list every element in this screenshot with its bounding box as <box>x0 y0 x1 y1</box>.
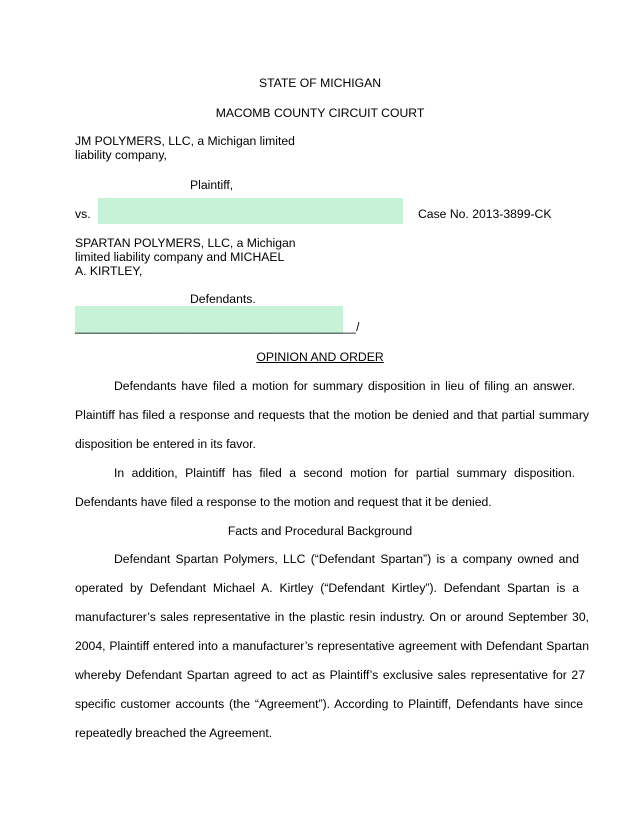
versus-label: vs. <box>75 207 91 221</box>
body-line: 2004, Plaintiff entered into a manufacturer’s representative agreement with Defendant Spartan <box>75 639 589 653</box>
body-line: specific customer accounts (the “Agreement”). According to Plaintiff, Defendants have since <box>75 697 583 711</box>
body-line: Defendant Spartan Polymers, LLC (“Defendant Spartan”) is a company owned and <box>114 552 579 566</box>
plaintiff-role: Plaintiff, <box>190 178 234 192</box>
signature-line: ________________________________________/ <box>75 320 360 334</box>
defendant-role: Defendants. <box>190 292 256 306</box>
body-line: disposition be entered in its favor. <box>75 437 256 451</box>
defendant-name-line1: SPARTAN POLYMERS, LLC, a Michigan <box>75 236 296 250</box>
court-heading: MACOMB COUNTY CIRCUIT COURT <box>215 106 425 120</box>
body-line: repeatedly breached the Agreement. <box>75 726 273 740</box>
body-line: whereby Defendant Spartan agreed to act as Plaintiff’s exclusive sales representative for 27 <box>75 668 585 682</box>
body-line: Plaintiff has filed a response and requests that the motion be denied and that partial summary <box>75 408 589 422</box>
plaintiff-name-line2: liability company, <box>75 148 167 162</box>
body-line: operated by Defendant Michael A. Kirtley (“Defendant Kirtley”). Defendant Spartan is a <box>75 581 579 595</box>
defendant-name-line3: A. KIRTLEY, <box>75 264 143 278</box>
redaction-highlight <box>98 198 403 224</box>
defendant-name-line2: limited liability company and MICHAEL <box>75 250 285 264</box>
document-title: OPINION AND ORDER <box>256 350 384 364</box>
plaintiff-name-line1: JM POLYMERS, LLC, a Michigan limited <box>75 134 295 148</box>
body-line: manufacturer’s sales representative in the plastic resin industry. On or around September 30, <box>75 610 589 624</box>
section-heading: Facts and Procedural Background <box>227 524 413 538</box>
body-line: In addition, Plaintiff has filed a second motion for partial summary disposition. <box>114 466 575 480</box>
state-heading: STATE OF MICHIGAN <box>258 76 382 90</box>
body-line: Defendants have filed a motion for summary disposition in lieu of filing an answer. <box>114 379 575 393</box>
case-number: Case No. 2013-3899-CK <box>418 207 552 221</box>
body-line: Defendants have filed a response to the motion and request that it be denied. <box>75 495 492 509</box>
